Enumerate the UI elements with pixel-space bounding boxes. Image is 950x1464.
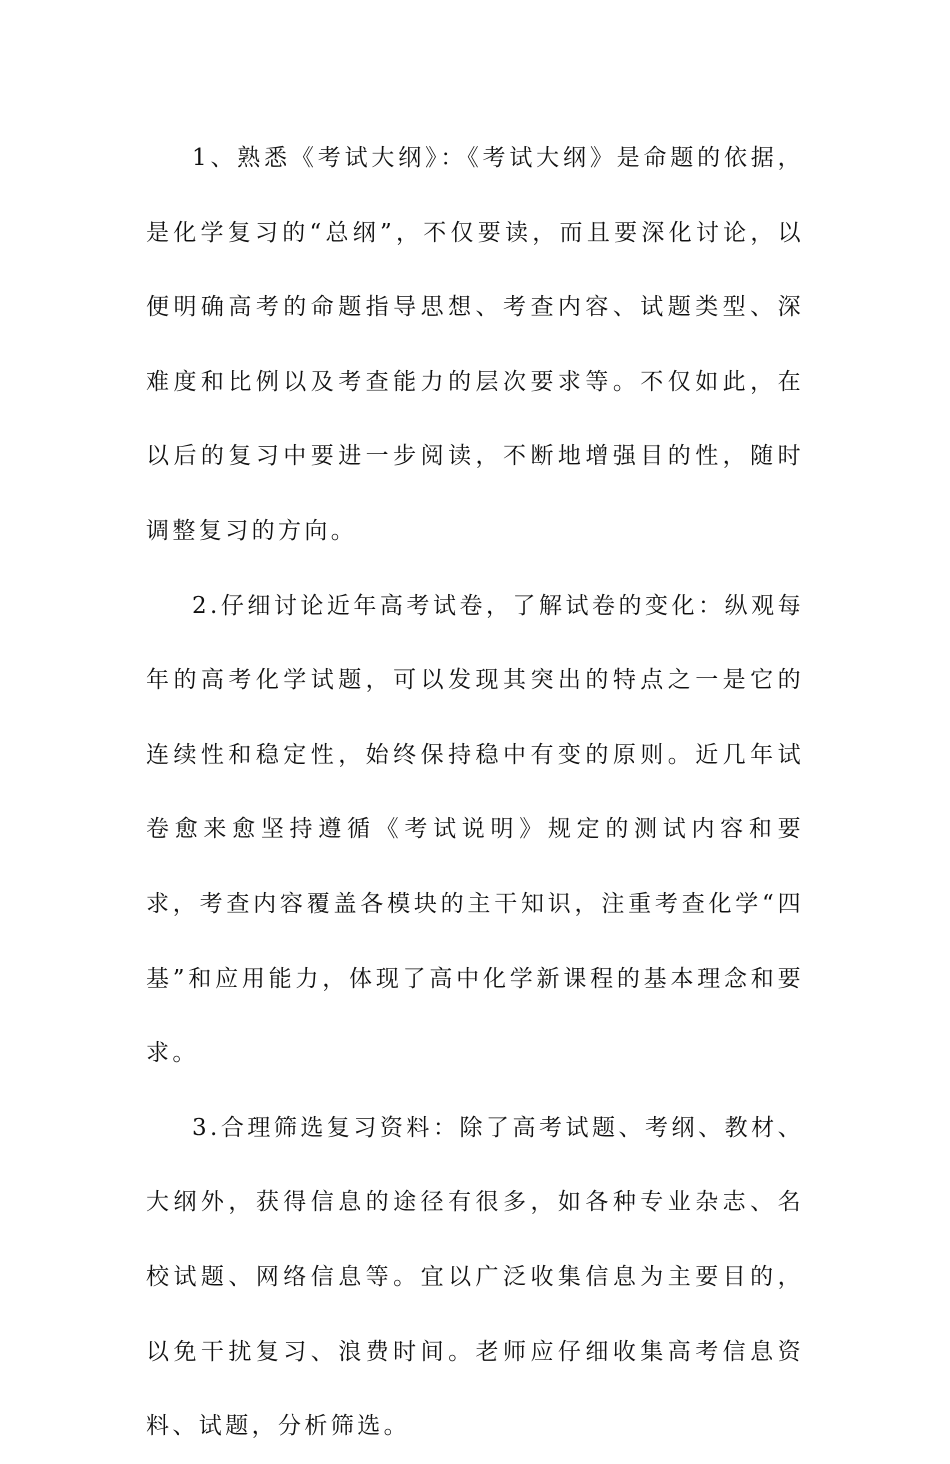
paragraph-2: 2.仔细讨论近年高考试卷，了解试卷的变化：纵观每年的高考化学试题，可以发现其突出的特点之一是它的连续性和稳定性，始终保持稳中有变的原则。近几年试卷愈来愈坚持遵循《考试说明》规定的测试内容和要求，考查内容覆盖各模块的主干知识，注重考查化学“四基”和应用能力，体现了高中化学新课程的基本理念和要求。 <box>146 592 804 1067</box>
paragraph-3: 3.合理筛选复习资料：除了高考试题、考纲、教材、大纲外，获得信息的途径有很多，如各种专业杂志、名校试题、网络信息等。宜以广泛收集信息为主要目的，以免干扰复习、浪费时间。老师应仔细收集高考信息资料、试题，分析筛选。 <box>146 1114 804 1440</box>
document-body <box>146 121 804 1464</box>
paragraph-1: 1、熟悉《考试大纲》：《考试大纲》是命题的依据，是化学复习的“总纲”，不仅要读，而且要深化讨论，以便明确高考的命题指导思想、考查内容、试题类型、深难度和比例以及考查能力的层次要求等。不仅如此，在以后的复习中要进一步阅读，不断地增强目的性，随时调整复习的方向。 <box>146 145 804 544</box>
